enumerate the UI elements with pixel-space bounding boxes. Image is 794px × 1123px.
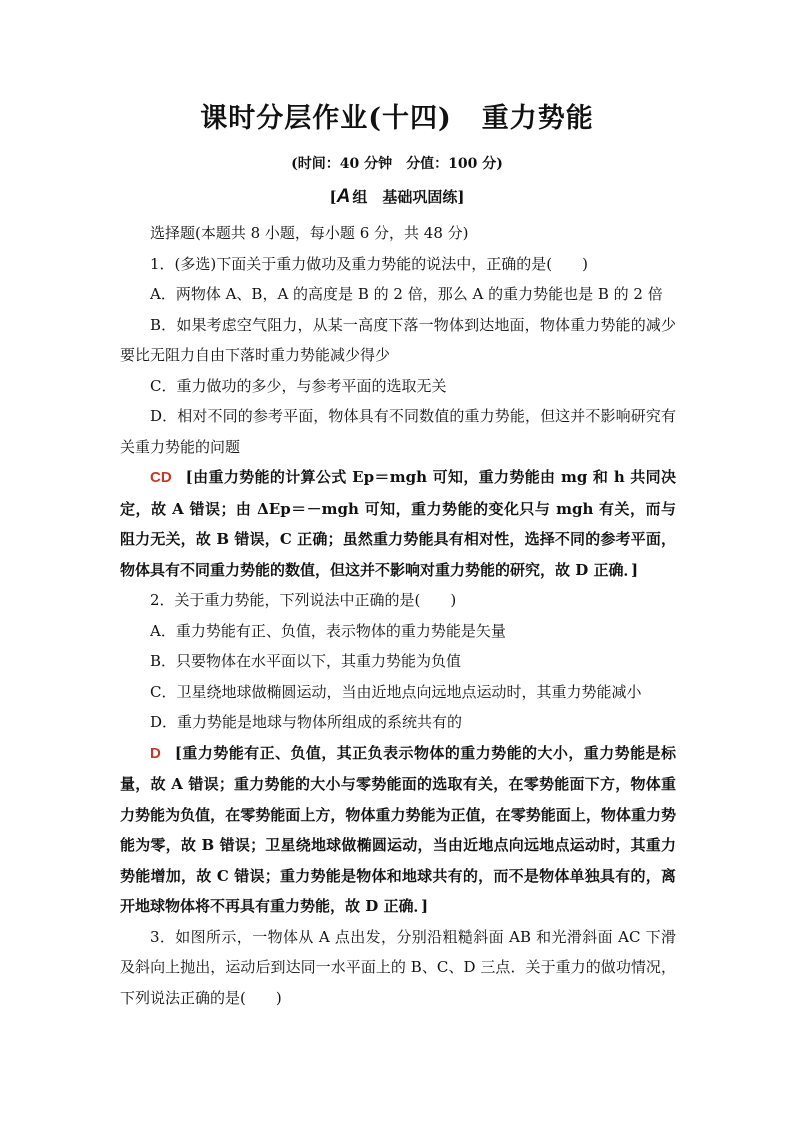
page-title: [0, 96, 794, 135]
question-1-stem: 1．(多选)下面关于重力做功及重力势能的说法中，正确的是( ): [150, 254, 588, 273]
title-main: 课时分层作业(十四): [200, 103, 452, 134]
question-2-option-d: D．重力势能是地球与物体所组成的系统共有的: [150, 713, 463, 731]
question-1-option-c: C．重力做功的多少，与参考平面的选取无关: [150, 376, 447, 395]
question-2-answer: [120, 738, 676, 922]
question-1-answer-letter: CD: [150, 469, 172, 486]
question-1-option-a: A．两物体 A、B，A 的高度是 B 的 2 倍，那么 A 的重力势能也是 B 的 2 倍: [150, 285, 663, 303]
question-2-explanation: [重力势能有正、负值，其正负表示物体的重力势能的大小，重力势能是标量，故 A 错误；重力势能的大小与零势能面的选取有关，在零势能面下方，物体重力势能为负值，在零势能面上方，物体重力势能为正值，在零势能面上，物体重力势能为零，故 B 错误；卫星绕地球做椭圆运动，当由近地点向远地点运动时，其重力势能增加，故 C 错误；重力势能是物体和地球共有的，而不是物体单独具有的，离开地球物体将不再具有重力势能，故 D 正确．]: [120, 743, 676, 915]
question-2-stem: 2．关于重力势能，下列说法中正确的是( ): [150, 591, 457, 609]
group-text: 组 基础巩固练: [352, 188, 458, 206]
question-1-option-d: D．相对不同的参考平面，物体具有不同数值的重力势能，但这并不影响研究有关重力势能的问题: [120, 407, 676, 456]
content: [120, 218, 676, 1013]
question-2-option-c: C．卫星绕地球做椭圆运动，当由近地点向远地点运动时，其重力势能减小: [150, 682, 642, 701]
section-intro: 选择题(本题共 8 小题，每小题 6 分，共 48 分): [150, 224, 469, 242]
question-1-explanation: [由重力势能的计算公式 Ep＝mgh 可知，重力势能由 mg 和 h 共同决定，故 A 错误；由 ΔEp＝－mgh 可知，重力势能的变化只与 mgh 有关，而与阻力无关，故 B 错误，C 正确；虽然重力势能具有相对性，选择不同的参考平面，物体具有不同重力势能的数值，但这并不影响对重力势能的研究，故 D 正确．]: [120, 468, 676, 579]
group-bracket-open: [: [329, 188, 337, 206]
question-3-stem: 3．如图所示，一物体从 A 点出发，分别沿粗糙斜面 AB 和光滑斜面 AC 下滑及斜向上抛出，运动后到达同一水平面上的 B、C、D 三点．关于重力的做功情况，下列说法正确的是( ): [120, 927, 676, 1007]
question-2-option-b: B．只要物体在水平面以下，其重力势能为负值: [150, 652, 462, 670]
question-2-answer-letter: D: [150, 744, 161, 762]
question-2-option-a: A．重力势能有正、负值，表示物体的重力势能是矢量: [150, 621, 506, 640]
title-topic: 重力势能: [481, 103, 594, 134]
group-heading: [0, 186, 794, 208]
time-score-info: (时间：40 分钟 分值：100 分): [291, 156, 503, 172]
group-letter: A: [336, 186, 351, 207]
question-1-answer: [120, 462, 676, 585]
group-bracket-close: ]: [457, 188, 465, 206]
question-1-option-b: B．如果考虑空气阻力，从某一高度下落一物体到达地面，物体重力势能的减少要比无阻力自由下落时重力势能减少得少: [120, 315, 676, 364]
